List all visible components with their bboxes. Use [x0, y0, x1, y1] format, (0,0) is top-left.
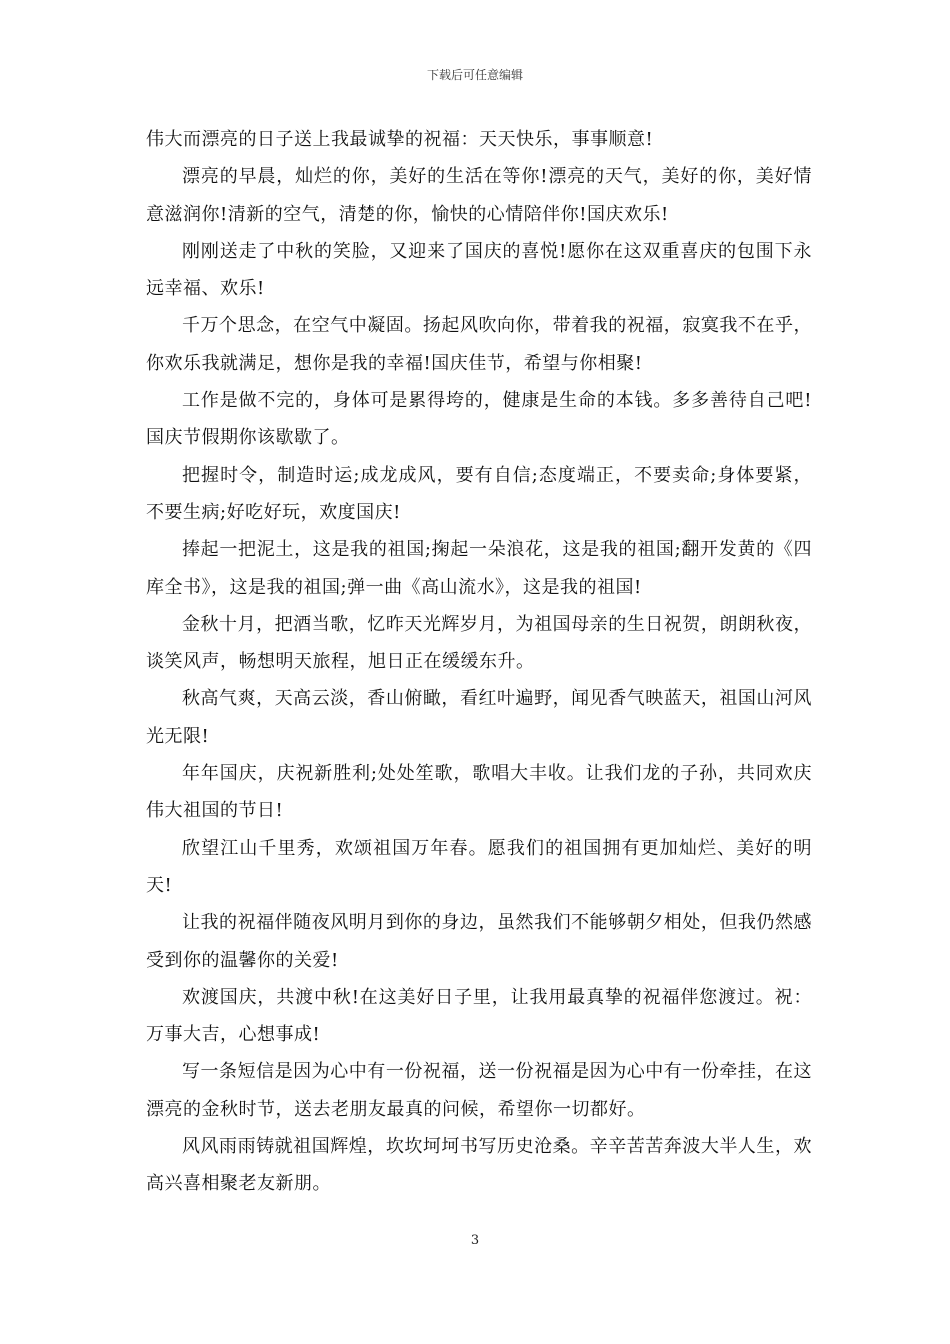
paragraph: 年年国庆，庆祝新胜利;处处笙歌，歌唱大丰收。让我们龙的子孙，共同欢庆伟大祖国的节日! — [146, 763, 812, 822]
paragraph: 欢渡国庆，共渡中秋!在这美好日子里，让我用最真挚的祝福伴您渡过。祝：万事大吉，心想事成! — [146, 986, 812, 1046]
paragraph: 写一条短信是因为心中有一份祝福，送一份祝福是因为心中有一份牵挂，在这漂亮的金秋时节，送去老朋友最真的问候，希望你一切都好。 — [146, 1061, 812, 1120]
paragraph: 千万个思念，在空气中凝固。扬起风吹向你，带着我的祝福，寂寞我不在乎，你欢乐我就满足，想你是我的幸福!国庆佳节，希望与你相聚! — [146, 315, 812, 374]
paragraph: 欣望江山千里秀，欢颂祖国万年春。愿我们的祖国拥有更加灿烂、美好的明天! — [146, 837, 812, 896]
paragraph: 漂亮的早晨，灿烂的你，美好的生活在等你!漂亮的天气，美好的你，美好情意滋润你!清新的空气，清楚的你，愉快的心情陪伴你!国庆欢乐! — [146, 166, 812, 225]
paragraph: 把握时令，制造时运;成龙成风，要有自信;态度端正，不要卖命;身体要紧，不要生病;好吃好玩，欢度国庆! — [146, 464, 812, 523]
document-body — [146, 121, 812, 1203]
paragraph: 伟大而漂亮的日子送上我最诚挚的祝福：天天快乐，事事顺意! — [146, 129, 654, 150]
paragraph: 让我的祝福伴随夜风明月到你的身边，虽然我们不能够朝夕相处，但我仍然感受到你的温馨你的关爱! — [146, 912, 812, 971]
paragraph: 刚刚送走了中秋的笑脸，又迎来了国庆的喜悦!愿你在这双重喜庆的包围下永远幸福、欢乐! — [146, 240, 812, 300]
paragraph: 风风雨雨铸就祖国辉煌，坎坎坷坷书写历史沧桑。辛辛苦苦奔波大半人生，欢高兴喜相聚老友新朋。 — [146, 1136, 812, 1195]
paragraph: 工作是做不完的，身体可是累得垮的，健康是生命的本钱。多多善待自己吧!国庆节假期你该歇歇了。 — [146, 390, 812, 449]
paragraph: 秋高气爽，天高云淡，香山俯瞰，看红叶遍野，闻见香气映蓝天，祖国山河风光无限! — [146, 688, 812, 747]
paragraph: 金秋十月，把酒当歌，忆昨天光辉岁月，为祖国母亲的生日祝贺，朗朗秋夜，谈笑风声，畅想明天旅程，旭日正在缓缓东升。 — [146, 613, 812, 673]
page-header: 下载后可任意编辑 — [426, 68, 523, 82]
paragraph: 捧起一把泥土，这是我的祖国;掬起一朵浪花，这是我的祖国;翻开发黄的《四库全书》，这是我的祖国;弹一曲《高山流水》，这是我的祖国! — [146, 539, 812, 598]
page-number: 3 — [470, 1233, 480, 1248]
